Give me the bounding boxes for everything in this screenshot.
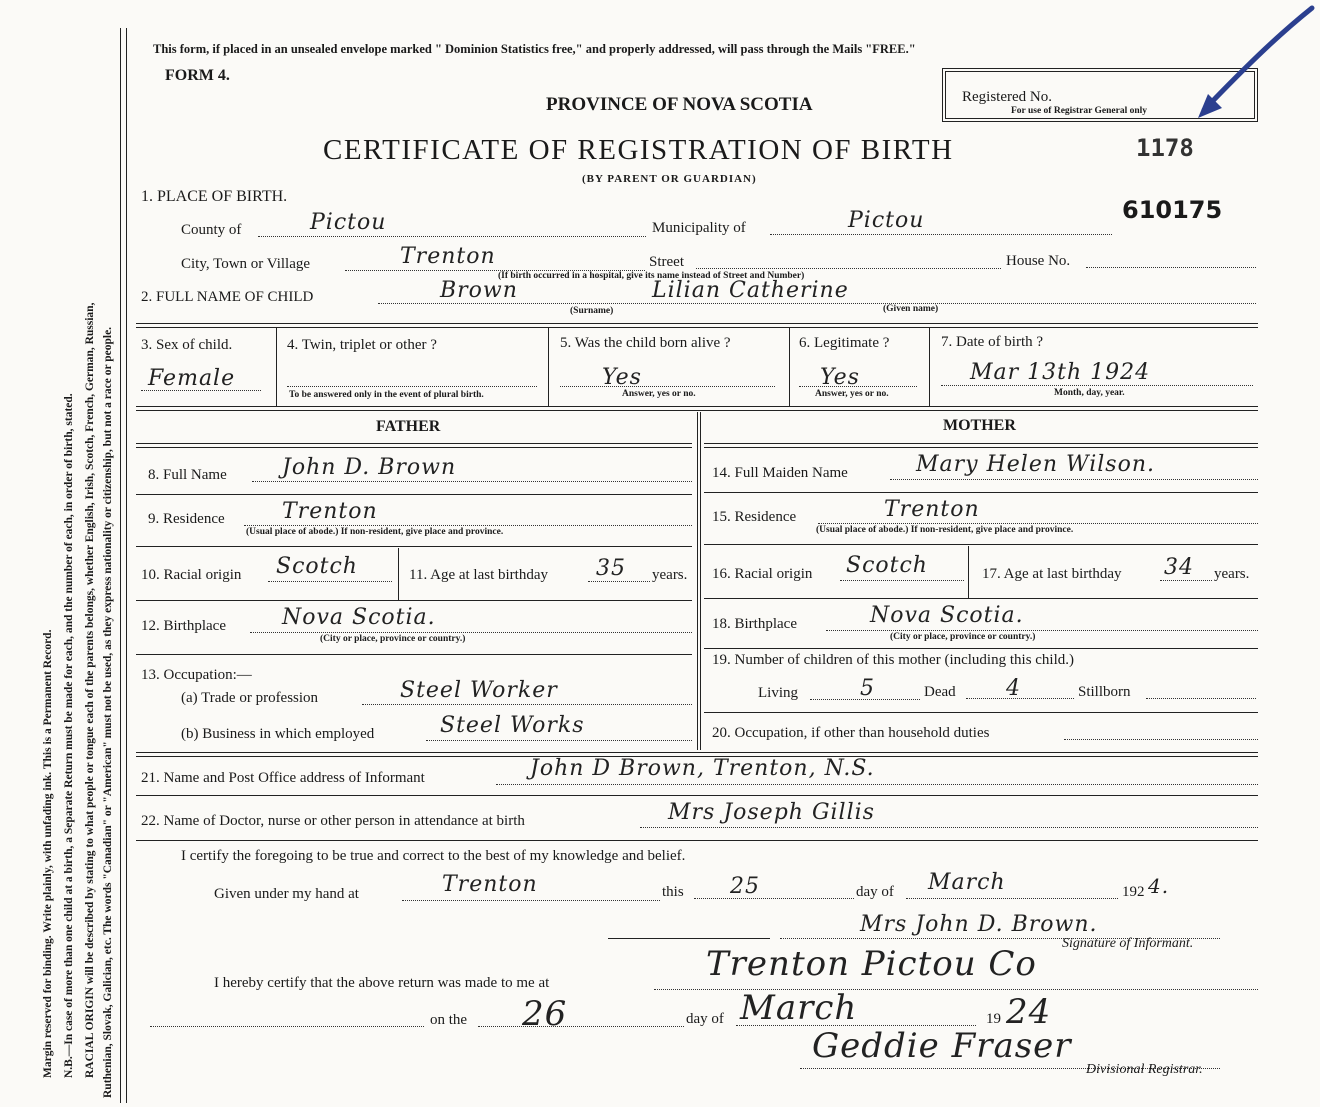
informant-signature-caption: Signature of Informant. xyxy=(1062,936,1194,951)
child-given-name: Lilian Catherine xyxy=(652,278,849,303)
mother-age: 34 xyxy=(1164,555,1194,580)
father-occupation-label: 13. Occupation:— xyxy=(141,667,252,683)
registrar-year-suffix: 24 xyxy=(1006,992,1052,1032)
father-residence-label: 9. Residence xyxy=(148,511,225,527)
informant-signature: Mrs John D. Brown. xyxy=(860,912,1098,937)
stamped-number: 610175 xyxy=(1122,196,1223,224)
father-business: Steel Works xyxy=(440,713,585,738)
dob-note: Month, day, year. xyxy=(1054,388,1125,398)
alive-label: 5. Was the child born alive ? xyxy=(560,335,731,351)
mother-birthplace-label: 18. Birthplace xyxy=(712,616,797,632)
registrar-caption: Divisional Registrar. xyxy=(1086,1062,1203,1077)
sex-label: 3. Sex of child. xyxy=(141,337,233,353)
margin-note-racial-origin: RACIAL ORIGIN will be described by stating to what people or tongue each of the parents belongs, whether English, Irish, Scotch, French, German, Russian, xyxy=(84,302,96,1078)
legitimate-value: Yes xyxy=(820,365,860,390)
father-business-label: (b) Business in which employed xyxy=(181,726,375,742)
column-divider xyxy=(697,412,701,750)
registrar-day-of-label: day of xyxy=(686,1011,724,1027)
mother-race-label: 16. Racial origin xyxy=(712,566,813,582)
mother-name: Mary Helen Wilson. xyxy=(916,452,1155,477)
mother-residence-note: (Usual place of abode.) If non-resident, give place and province. xyxy=(816,525,1074,535)
surname-caption: (Surname) xyxy=(570,306,614,316)
legitimate-note: Answer, yes or no. xyxy=(815,389,889,399)
father-residence-note: (Usual place of abode.) If non-resident, give place and province. xyxy=(246,527,504,537)
father-trade: Steel Worker xyxy=(400,678,558,703)
doctor-label: 22. Name of Doctor, nurse or other person in attendance at birth xyxy=(141,813,525,829)
given-year-prefix: 192 xyxy=(1122,884,1145,900)
house-label: House No. xyxy=(1006,253,1071,269)
registrar-month: March xyxy=(740,988,858,1028)
form-number: FORM 4. xyxy=(165,67,230,84)
pen-arrow-icon xyxy=(1170,0,1320,140)
hospital-note: (If birth occurred in a hospital, give its name instead of Street and Number) xyxy=(498,271,805,281)
margin-border-outer xyxy=(120,28,121,1103)
father-years: years. xyxy=(652,567,688,583)
mother-living-label: Living xyxy=(758,685,798,701)
informant-label: 21. Name and Post Office address of Informant xyxy=(141,770,425,786)
twin-label: 4. Twin, triplet or other ? xyxy=(287,337,437,353)
given-day: 25 xyxy=(730,874,760,899)
city-value: Trenton xyxy=(400,244,496,269)
mother-age-label: 17. Age at last birthday xyxy=(982,566,1122,582)
father-birthplace: Nova Scotia. xyxy=(282,605,436,630)
father-birthplace-label: 12. Birthplace xyxy=(141,618,226,634)
doctor-value: Mrs Joseph Gillis xyxy=(668,800,875,825)
certificate-title: CERTIFICATE OF REGISTRATION OF BIRTH xyxy=(323,134,954,166)
given-name-caption: (Given name) xyxy=(883,304,939,314)
place-of-birth-heading: 1. PLACE OF BIRTH. xyxy=(141,188,288,205)
father-race: Scotch xyxy=(276,554,358,579)
registered-label: Registered No. xyxy=(962,89,1052,105)
mother-children-label: 19. Number of children of this mother (including this child.) xyxy=(712,652,1075,668)
mother-race: Scotch xyxy=(846,553,928,578)
mother-years: years. xyxy=(1214,566,1250,582)
mother-stillborn-label: Stillborn xyxy=(1078,684,1131,700)
informant-value: John D Brown, Trenton, N.S. xyxy=(530,756,875,781)
certify-statement: I certify the foregoing to be true and correct to the best of my knowledge and belief. xyxy=(181,848,686,864)
father-birthplace-note: (City or place, province or country.) xyxy=(320,634,466,644)
registrar-year-prefix: 19 xyxy=(986,1011,1001,1027)
on-the-label: on the xyxy=(430,1012,468,1028)
mother-name-label: 14. Full Maiden Name xyxy=(712,465,848,481)
this-label: this xyxy=(662,884,684,900)
father-name: John D. Brown xyxy=(282,455,457,480)
mother-residence: Trenton xyxy=(884,497,980,522)
mail-notice: This form, if placed in an unsealed envelope marked " Dominion Statistics free," and properly addressed, will pass through the Mails "FREE." xyxy=(153,42,916,56)
alive-value: Yes xyxy=(602,365,642,390)
given-day-of-label: day of xyxy=(856,884,894,900)
father-trade-label: (a) Trade or profession xyxy=(181,690,319,706)
father-heading: FATHER xyxy=(376,418,441,435)
margin-note-binding: Margin reserved for binding. Write plainly, with unfading ink. This is a Permanent Record. xyxy=(42,629,54,1078)
child-surname: Brown xyxy=(440,278,518,303)
municipality-value: Pictou xyxy=(848,208,925,233)
child-name-label: 2. FULL NAME OF CHILD xyxy=(141,289,314,305)
divider-row3-top xyxy=(136,323,1258,328)
mother-birthplace-note: (City or place, province or country.) xyxy=(890,632,1036,642)
alive-note: Answer, yes or no. xyxy=(622,389,696,399)
municipality-label: Municipality of xyxy=(652,220,746,236)
registrar-day: 26 xyxy=(522,994,568,1034)
margin-note-multiple-births: N.B.—In case of more than one child at a birth, a Separate Return must be made for each, and the number of each, in order of birth, stated. xyxy=(63,393,75,1078)
twin-note: To be answered only in the event of plural birth. xyxy=(289,390,484,400)
mother-residence-label: 15. Residence xyxy=(712,509,797,525)
certificate-subtitle: (BY PARENT OR GUARDIAN) xyxy=(582,173,757,185)
given-month: March xyxy=(928,870,1006,895)
registrar-statement: I hereby certify that the above return was made to me at xyxy=(214,975,550,991)
divider-row3-bottom xyxy=(136,406,1258,411)
given-year-suffix: 4. xyxy=(1148,874,1170,898)
margin-note-nationality: Ruthenian, Slovak, Galician, etc. The words "Canadian" or "American" must not be used, as they express nationality or citizenship, but not a race or people. xyxy=(102,326,114,1098)
city-label: City, Town or Village xyxy=(181,256,311,272)
given-place: Trenton xyxy=(442,872,538,897)
registered-note: For use of Registrar General only xyxy=(1011,106,1148,116)
sex-value: Female xyxy=(148,366,236,391)
registered-number: 1178 xyxy=(1136,134,1194,162)
mother-dead: 4 xyxy=(1006,676,1021,701)
mother-birthplace: Nova Scotia. xyxy=(870,603,1024,628)
registrar-place: Trenton Pictou Co xyxy=(706,944,1037,984)
dob-value: Mar 13th 1924 xyxy=(970,360,1151,385)
county-label: County of xyxy=(181,222,242,238)
father-age: 35 xyxy=(596,556,626,581)
margin-border-inner xyxy=(126,28,127,1103)
father-name-label: 8. Full Name xyxy=(148,467,227,483)
father-race-label: 10. Racial origin xyxy=(141,567,242,583)
dob-label: 7. Date of birth ? xyxy=(941,334,1044,350)
mother-heading: MOTHER xyxy=(943,417,1016,434)
mother-living: 5 xyxy=(860,676,875,701)
mother-occupation-label: 20. Occupation, if other than household duties xyxy=(712,725,990,741)
mother-dead-label: Dead xyxy=(924,684,956,700)
province-heading: PROVINCE OF NOVA SCOTIA xyxy=(546,94,813,115)
father-age-label: 11. Age at last birthday xyxy=(409,567,548,583)
legitimate-label: 6. Legitimate ? xyxy=(799,335,890,351)
registrar-signature: Geddie Fraser xyxy=(812,1026,1072,1066)
county-value: Pictou xyxy=(310,210,387,235)
given-label: Given under my hand at xyxy=(214,886,359,902)
street-label: Street xyxy=(649,254,684,270)
father-residence: Trenton xyxy=(282,499,378,524)
